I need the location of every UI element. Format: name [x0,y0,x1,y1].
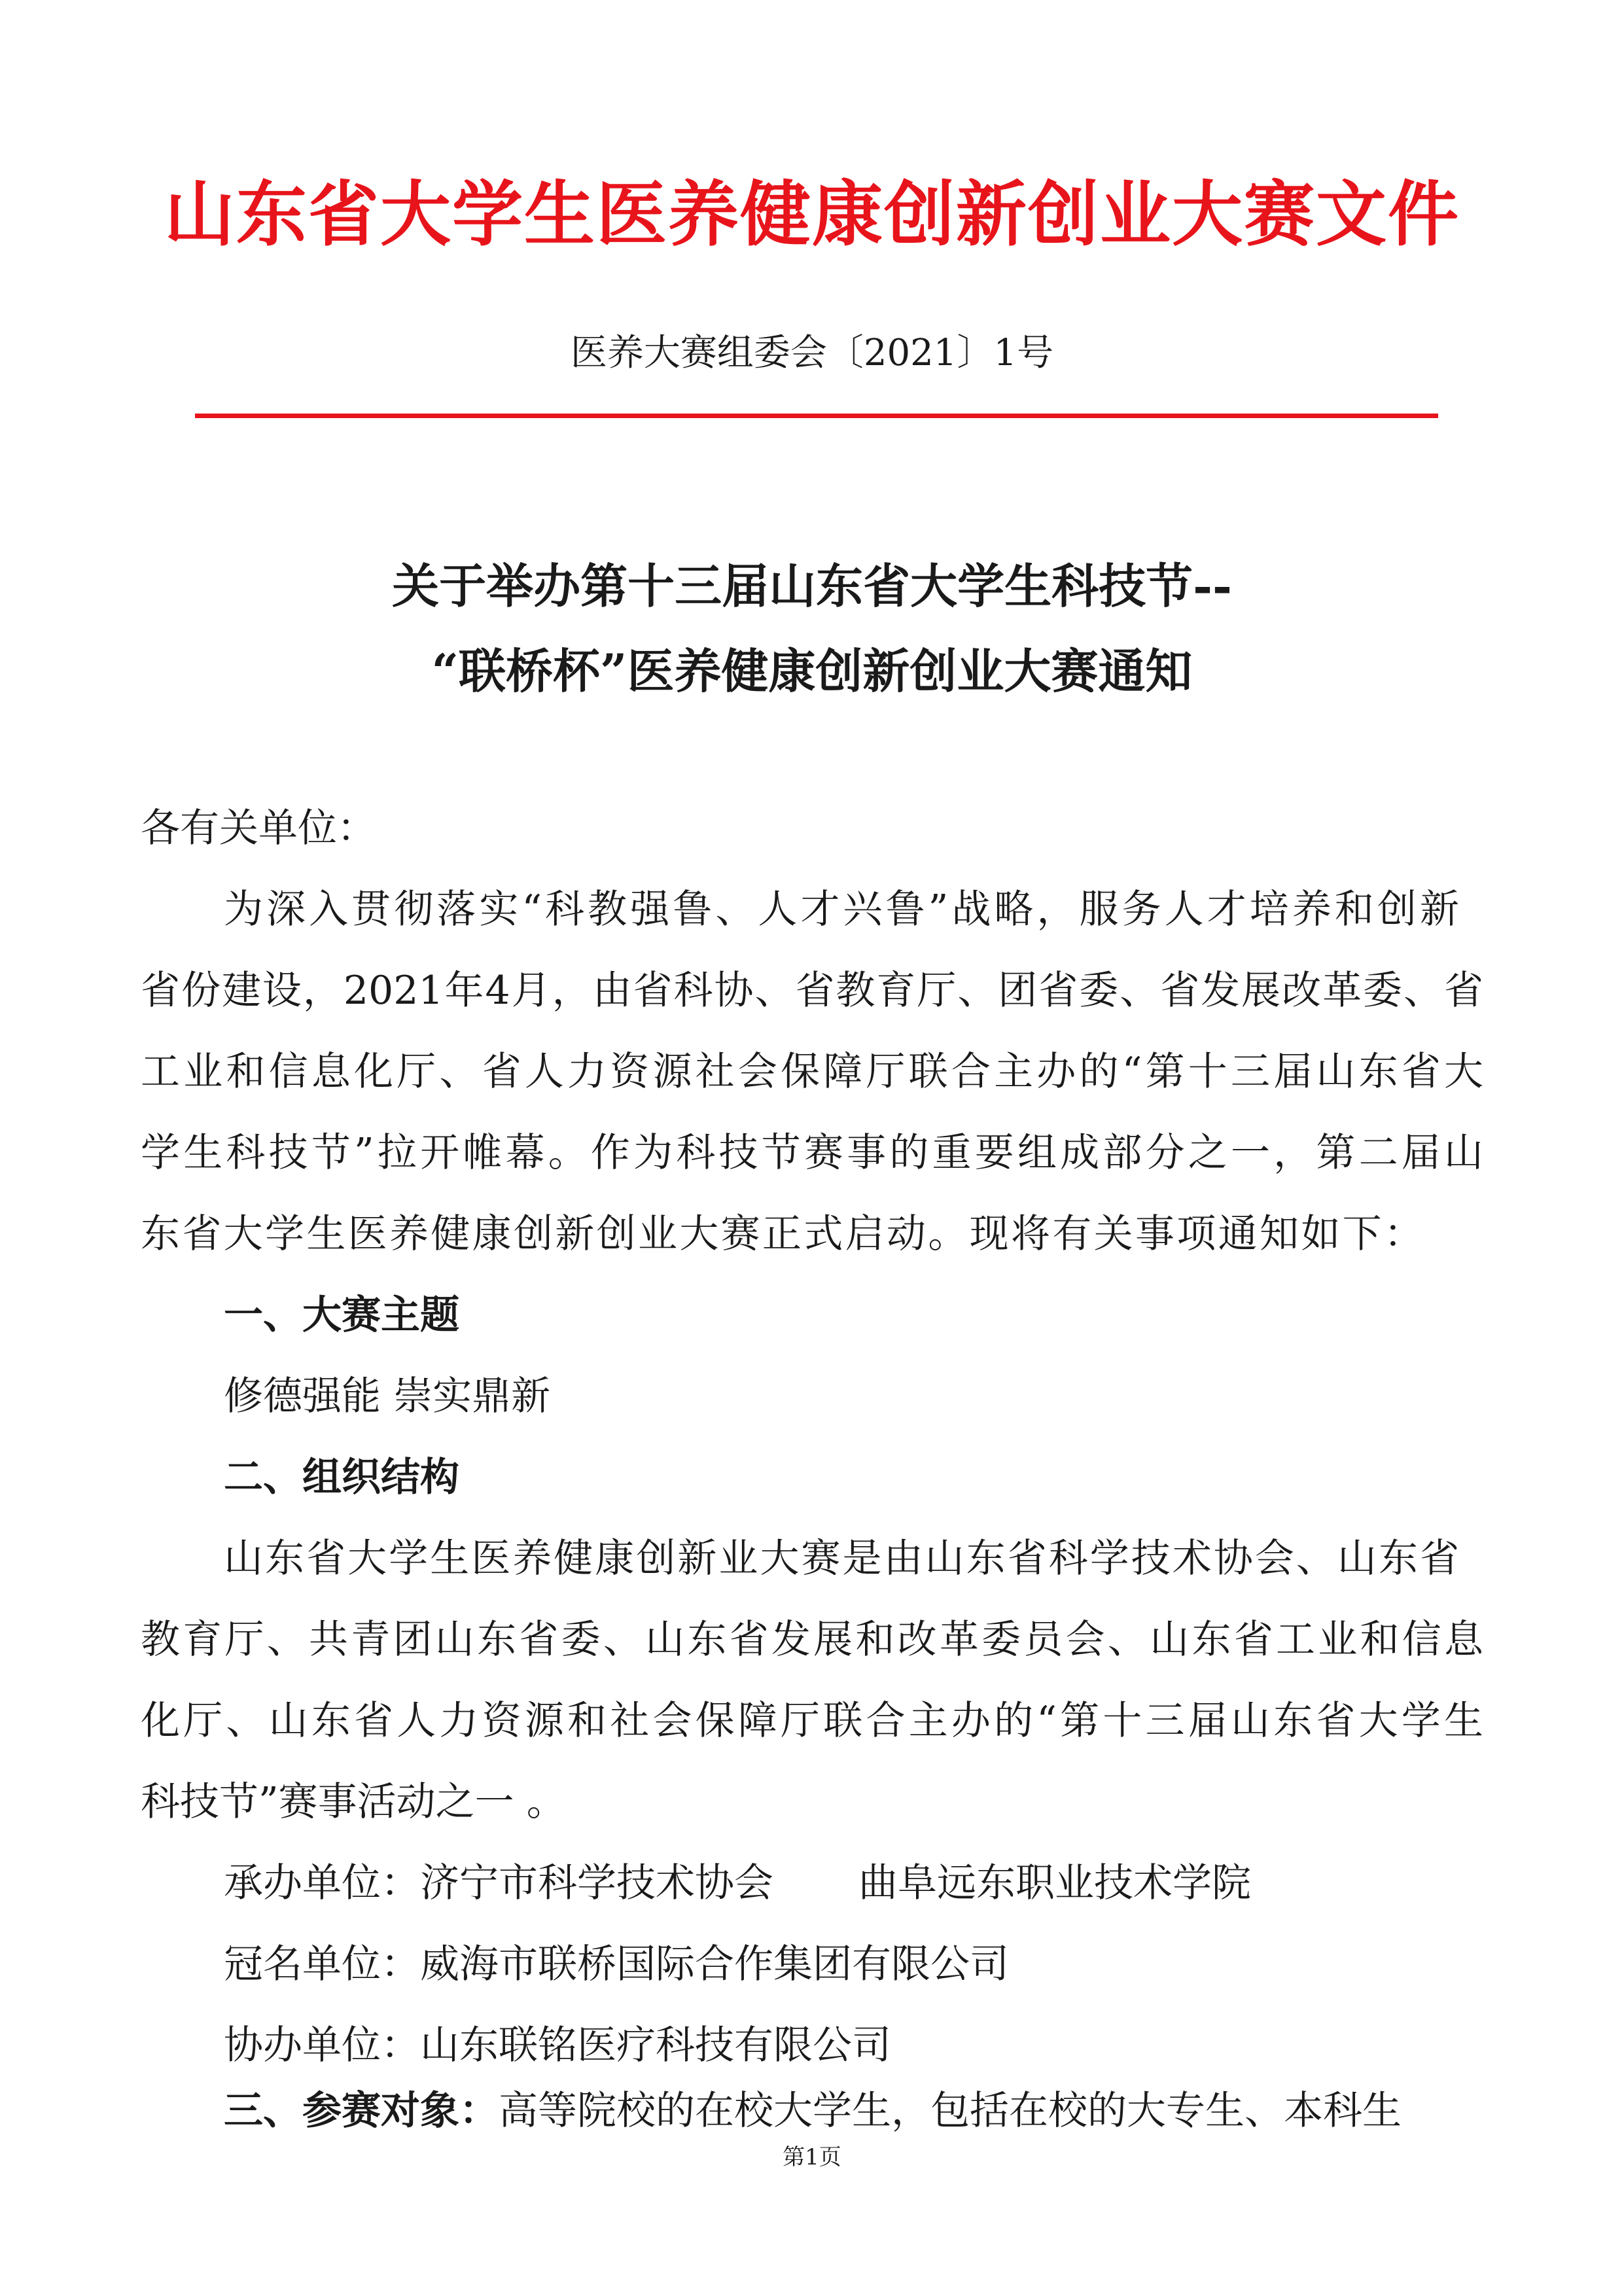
section-2-line-3: 化厅、山东省人力资源和社会保障厅联合主办的“第十三届山东省大学生 [141,1698,1483,1744]
section-3-text: 高等院校的在校大学生，包括在校的大专生、本科生 [499,2088,1402,2134]
header-red-rule [195,414,1438,418]
coorganizer-value: 山东联铭医疗科技有限公司 [420,2022,891,2068]
intro-line-5: 东省大学生医养健康创新创业大赛正式启动。现将有关事项通知如下： [141,1211,1423,1257]
organizer-label: 承办单位： [224,1860,420,1906]
sponsor-row [224,1941,1566,1987]
notice-title-line-1: 关于举办第十三届山东省大学生科技节-- [392,558,1232,614]
section-3-row [224,2088,1566,2134]
section-2-heading: 二、组织结构 [224,1455,459,1500]
section-3-heading: 三、参赛对象： [224,2088,499,2134]
page-number: 第1页 [783,2144,841,2170]
organizer-value-2: 曲阜远东职业技术学院 [858,1860,1251,1906]
coorganizer-label: 协办单位： [224,2022,420,2068]
intro-line-3: 工业和信息化厅、省人力资源社会保障厅联合主办的“第十三届山东省大 [141,1049,1483,1095]
section-1-text: 修德强能 崇实鼎新 [224,1373,551,1419]
salutation: 各有关单位： [141,805,376,851]
sponsor-value: 威海市联桥国际合作集团有限公司 [420,1941,1009,1987]
section-1-heading: 一、大赛主题 [224,1292,459,1338]
organizer-value-1: 济宁市科学技术协会 [420,1860,773,1906]
section-2-line-2: 教育厅、共青团山东省委、山东省发展和改革委员会、山东省工业和信息 [141,1617,1483,1663]
section-2-line-4: 科技节”赛事活动之一 。 [141,1779,566,1825]
intro-line-4: 学生科技节”拉开帷幕。作为科技节赛事的重要组成部分之一，第二届山 [141,1130,1483,1176]
section-2-line-1: 山东省大学生医养健康创新业大赛是由山东省科学技术协会、山东省 [224,1536,1459,1581]
organizer-row [224,1860,1566,1906]
document-header-title: 山东省大学生医养健康创新创业大赛文件 [164,174,1460,256]
sponsor-label: 冠名单位： [224,1941,420,1987]
intro-line-1: 为深入贯彻落实“科教强鲁、人才兴鲁”战略，服务人才培养和创新 [224,887,1459,932]
notice-title-line-2: “联桥杯”医养健康创新创业大赛通知 [431,643,1193,699]
document-number: 医养大赛组委会〔2021〕1号 [570,332,1054,374]
coorganizer-row [224,2022,1566,2068]
intro-line-2: 省份建设，2021年4月，由省科协、省教育厅、团省委、省发展改革委、省 [141,968,1483,1014]
